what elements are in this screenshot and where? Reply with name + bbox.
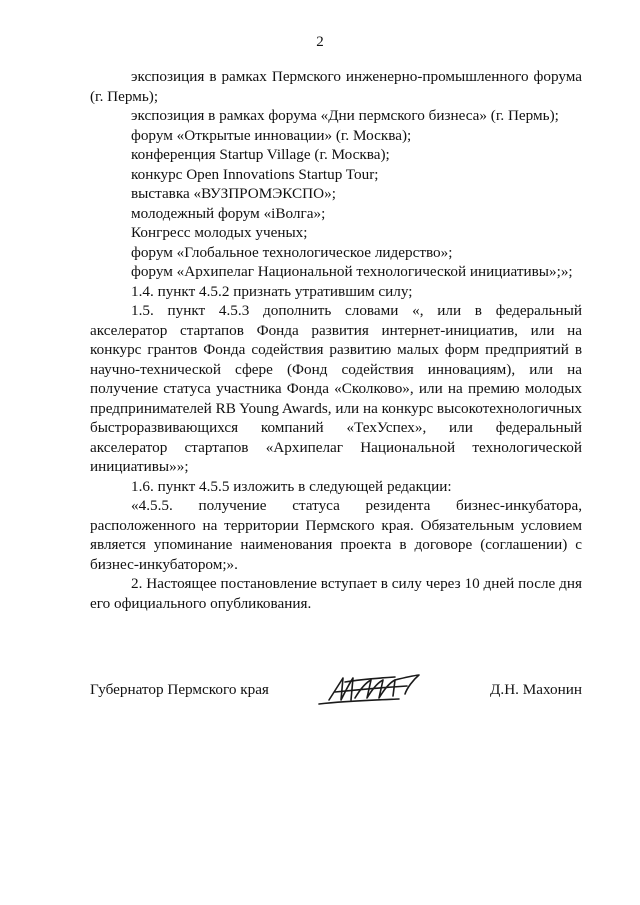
paragraph: Конгресс молодых ученых;	[131, 224, 308, 241]
signatory-name: Д.Н. Махонин	[490, 681, 582, 698]
paragraph: 1.4. пункт 4.5.2 признать утратившим силу;	[131, 282, 413, 300]
paragraph: форум «Глобальное технологическое лидерство»;	[131, 243, 453, 261]
paragraph: конкурс Open Innovations Startup Tour;	[131, 165, 379, 183]
paragraph: молодежный форум «iВолга»;	[131, 204, 326, 222]
paragraph: 1.6. пункт 4.5.5 изложить в следующей редакции:	[131, 477, 452, 495]
paragraph: форум «Открытые инновации» (г. Москва);	[131, 126, 412, 144]
paragraph: экспозиция в рамках Пермского инженерно-промышленного форума (г. Пермь);	[90, 68, 582, 105]
signatory-position: Губернатор Пермского края	[90, 681, 269, 698]
paragraph: экспозиция в рамках форума «Дни пермского бизнеса» (г. Пермь);	[131, 107, 559, 124]
paragraph: выставка «ВУЗПРОМЭКСПО»;	[131, 185, 336, 202]
document-body	[90, 67, 582, 613]
paragraph: форум «Архипелаг Национальной технологической инициативы»;»;	[131, 263, 573, 280]
paragraph: 1.5. пункт 4.5.3 дополнить словами «, или в федеральный акселератор стартапов Фонда развития интернет-инициатив, или на конкурс грантов Фонда содействия развитию малых форм предприятий в научно-технической сфере (Фонд содействия инновациям), или на получение статуса участника Фонда «Сколково», или на премию молодых предпринимателей RB Young Awards, или на конкурс высокотехнологичных быстроразвивающихся компаний «ТехУспех», или федеральный акселератор стартапов «Архипелаг Национальной технологической инициативы»»;	[90, 302, 582, 475]
paragraph: конференция Startup Village (г. Москва);	[131, 146, 390, 163]
paragraph: «4.5.5. получение статуса резидента бизнес-инкубатора, расположенного на территории Пермского края. Обязательным условием является упоминание наименования проекта в договоре (соглашении) с бизнес-инкубатором;».	[90, 497, 582, 573]
page-number: 2	[316, 34, 324, 50]
handwritten-signature	[315, 670, 435, 712]
paragraph: 2. Настоящее постановление вступает в силу через 10 дней после дня его официального опубликования.	[90, 575, 582, 612]
signature-block	[90, 680, 582, 720]
